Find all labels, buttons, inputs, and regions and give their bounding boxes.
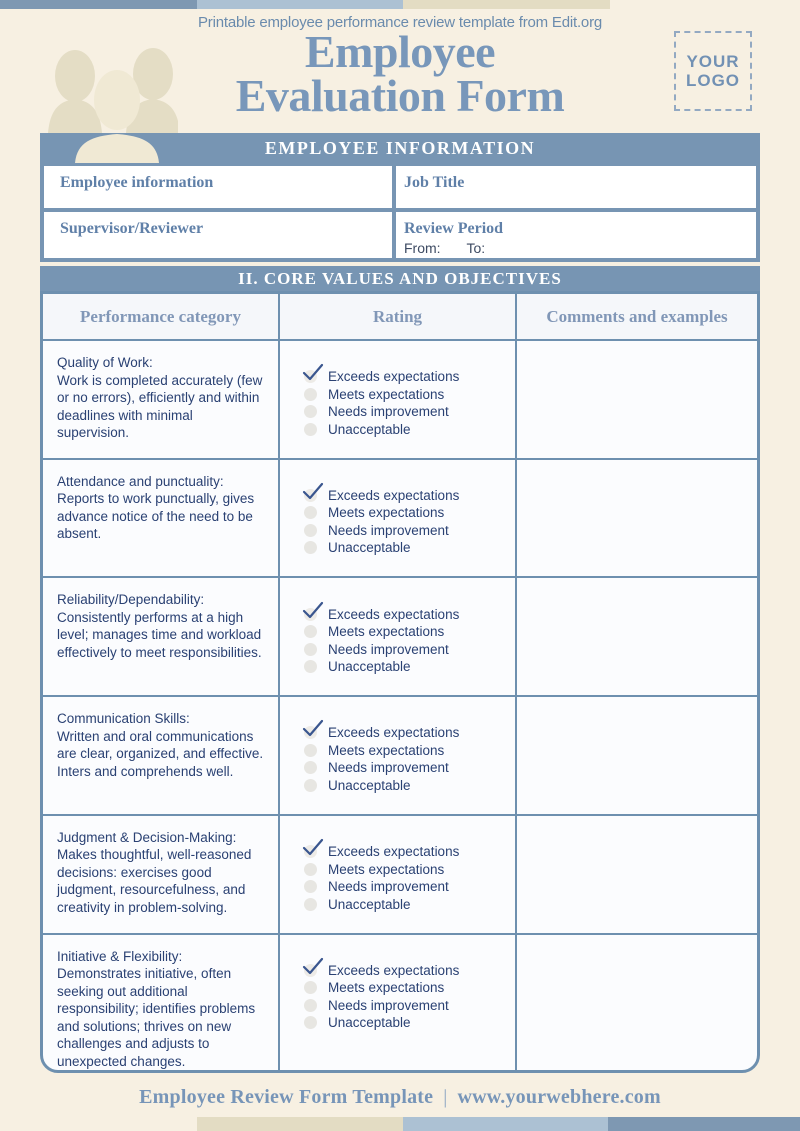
employee-name-label: Employee information [60, 174, 214, 191]
from-label[interactable]: From: [404, 240, 441, 256]
radio-circle-icon[interactable] [304, 981, 317, 994]
comments-cell[interactable] [517, 460, 757, 577]
rating-option[interactable] [304, 623, 515, 641]
table-row [43, 816, 757, 935]
logo-text-line1: YOUR [686, 52, 740, 71]
to-label[interactable]: To: [466, 240, 486, 256]
rating-option[interactable] [304, 368, 515, 386]
employee-information-header: EMPLOYEE INFORMATION [40, 133, 760, 163]
category-cell [43, 816, 280, 933]
radio-circle-icon[interactable] [304, 541, 317, 554]
top-bar-blue-segment [0, 0, 197, 9]
logo-text-line2: LOGO [685, 71, 741, 90]
tagline: Printable employee performance review template from Edit.org [197, 14, 603, 31]
rating-option[interactable] [304, 724, 515, 742]
category-description: Makes thoughtful, well-reasoned decisions: exercises good judgment, resourcefulness, and creativity in problem-solving. [57, 847, 252, 915]
evaluation-table [40, 291, 760, 1073]
rating-option-label: Meets expectations [328, 861, 445, 877]
rating-option[interactable] [304, 504, 515, 522]
footer-template-name: Employee Review Form Template [139, 1086, 434, 1108]
radio-circle-icon[interactable] [304, 761, 317, 774]
footer-website: www.yourwebhere.com [457, 1086, 661, 1108]
page-title-line2: Evaluation Form [235, 70, 565, 121]
rating-option[interactable] [304, 640, 515, 658]
radio-circle-icon[interactable] [304, 1016, 317, 1029]
rating-option-label: Needs improvement [328, 641, 449, 657]
rating-option[interactable] [304, 658, 515, 676]
rating-option-label: Unacceptable [328, 540, 411, 556]
rating-option-label: Needs improvement [328, 879, 449, 895]
job-title-field[interactable] [396, 166, 756, 208]
category-title: Attendance and punctuality: [57, 473, 224, 489]
category-cell [43, 697, 280, 814]
rating-option[interactable] [304, 386, 515, 404]
rating-option-label: Exceeds expectations [328, 606, 460, 622]
column-header-rating: Rating [280, 294, 517, 339]
page-title-line1: Employee [304, 26, 496, 77]
rating-option[interactable] [304, 997, 515, 1015]
rating-option[interactable] [304, 962, 515, 980]
rating-cell [280, 816, 517, 933]
radio-circle-icon[interactable] [304, 506, 317, 519]
category-description: Work is completed accurately (few or no errors), efficiently and within deadlines with minimal supervision. [57, 372, 263, 440]
rating-option-label: Meets expectations [328, 505, 445, 521]
rating-option-label: Exceeds expectations [328, 962, 460, 978]
top-accent-bar [0, 0, 610, 9]
table-row [43, 697, 757, 816]
category-cell [43, 935, 280, 1071]
comments-cell[interactable] [517, 816, 757, 933]
job-title-label: Job Title [404, 174, 465, 191]
radio-circle-icon[interactable] [304, 388, 317, 401]
bottom-accent-bar [197, 1117, 800, 1131]
supervisor-field[interactable] [44, 212, 392, 258]
rating-cell [280, 697, 517, 814]
rating-option[interactable] [304, 421, 515, 439]
rating-option-label: Exceeds expectations [328, 369, 460, 385]
rating-option[interactable] [304, 1014, 515, 1032]
supervisor-label: Supervisor/Reviewer [60, 220, 204, 237]
rating-option-label: Unacceptable [328, 659, 411, 675]
rating-option-label: Meets expectations [328, 386, 445, 402]
rating-option[interactable] [304, 777, 515, 795]
rating-option[interactable] [304, 878, 515, 896]
radio-circle-icon[interactable] [304, 744, 317, 757]
category-title: Reliability/Dependability: [57, 592, 205, 608]
checkmark-icon[interactable] [304, 726, 317, 739]
rating-option-label: Needs improvement [328, 404, 449, 420]
top-bar-lightblue-segment [197, 0, 403, 9]
checkmark-icon[interactable] [304, 608, 317, 621]
rating-option[interactable] [304, 403, 515, 421]
table-row [43, 341, 757, 460]
rating-option-label: Unacceptable [328, 896, 411, 912]
checkmark-icon[interactable] [304, 370, 317, 383]
table-row [43, 935, 757, 1071]
table-row [43, 460, 757, 579]
comments-cell[interactable] [517, 697, 757, 814]
comments-cell[interactable] [517, 935, 757, 1071]
category-title: Communication Skills: [57, 711, 190, 727]
category-cell [43, 341, 280, 458]
top-bar-beige-segment [403, 0, 610, 9]
rating-option-label: Exceeds expectations [328, 844, 460, 860]
rating-option[interactable] [304, 759, 515, 777]
rating-option[interactable] [304, 895, 515, 913]
category-title: Quality of Work: [57, 355, 153, 370]
rating-option[interactable] [304, 843, 515, 861]
rating-cell [280, 341, 517, 458]
checkmark-icon[interactable] [304, 964, 317, 977]
category-cell [43, 460, 280, 577]
comments-cell[interactable] [517, 341, 757, 458]
footer [0, 1086, 800, 1109]
bottom-bar-beige-segment [197, 1117, 403, 1131]
category-title: Initiative & Flexibility: [57, 948, 183, 964]
review-period-field[interactable] [396, 212, 756, 258]
core-values-header: II. CORE VALUES AND OBJECTIVES [40, 266, 760, 291]
rating-option[interactable] [304, 605, 515, 623]
table-body [43, 341, 757, 1070]
rating-option-label: Meets expectations [328, 624, 445, 640]
radio-circle-icon[interactable] [304, 898, 317, 911]
rating-option-label: Unacceptable [328, 777, 411, 793]
rating-option[interactable] [304, 539, 515, 557]
category-title: Judgment & Decision-Making: [57, 829, 237, 845]
radio-circle-icon[interactable] [304, 880, 317, 893]
category-description: Written and oral communications are clear, organized, and effective. Inters and comprehends well. [57, 728, 264, 779]
radio-circle-icon[interactable] [304, 660, 317, 673]
review-period-label: Review Period [404, 220, 504, 237]
radio-circle-icon[interactable] [304, 779, 317, 792]
rating-option-label: Meets expectations [328, 980, 445, 996]
category-description: Reports to work punctually, gives advance notice of the need to be absent. [57, 491, 255, 542]
bottom-bar-blue-segment [608, 1117, 800, 1131]
column-header-performance-category: Performance category [43, 294, 280, 339]
column-header-comments: Comments and examples [546, 306, 728, 326]
footer-separator: | [443, 1086, 448, 1108]
rating-cell [280, 460, 517, 577]
rating-option-label: Unacceptable [328, 421, 411, 437]
radio-circle-icon[interactable] [304, 643, 317, 656]
comments-cell[interactable] [517, 578, 757, 695]
checkmark-icon[interactable] [304, 489, 317, 502]
employee-information-grid [40, 163, 760, 262]
rating-cell [280, 935, 517, 1071]
radio-circle-icon[interactable] [304, 423, 317, 436]
category-cell [43, 578, 280, 695]
rating-option[interactable] [304, 742, 515, 760]
checkmark-icon[interactable] [304, 845, 317, 858]
rating-option[interactable] [304, 487, 515, 505]
rating-option-label: Meets expectations [328, 742, 445, 758]
employee-name-field[interactable] [44, 166, 392, 208]
rating-cell [280, 578, 517, 695]
rating-option-label: Needs improvement [328, 760, 449, 776]
rating-option[interactable] [304, 979, 515, 997]
rating-option-label: Needs improvement [328, 522, 449, 538]
rating-option[interactable] [304, 860, 515, 878]
rating-option-label: Unacceptable [328, 1015, 411, 1031]
radio-circle-icon[interactable] [304, 999, 317, 1012]
category-description: Consistently performs at a high level; manages time and workload effectively to meet responsibilities. [57, 609, 262, 660]
rating-option-label: Exceeds expectations [328, 487, 460, 503]
person-silhouette-front-icon [72, 62, 162, 163]
table-header-row [43, 294, 757, 341]
rating-option-label: Needs improvement [328, 997, 449, 1013]
radio-circle-icon[interactable] [304, 405, 317, 418]
radio-circle-icon[interactable] [304, 524, 317, 537]
radio-circle-icon[interactable] [304, 863, 317, 876]
radio-circle-icon[interactable] [304, 625, 317, 638]
logo-placeholder[interactable] [674, 31, 752, 111]
table-row [43, 578, 757, 697]
rating-option[interactable] [304, 522, 515, 540]
rating-option-label: Exceeds expectations [328, 725, 460, 741]
bottom-bar-lightblue-segment [403, 1117, 608, 1131]
category-description: Demonstrates initiative, often seeking out additional responsibility; identifies problems and solutions; thrives on new challenges and adjusts to unexpected changes. [57, 966, 256, 1069]
